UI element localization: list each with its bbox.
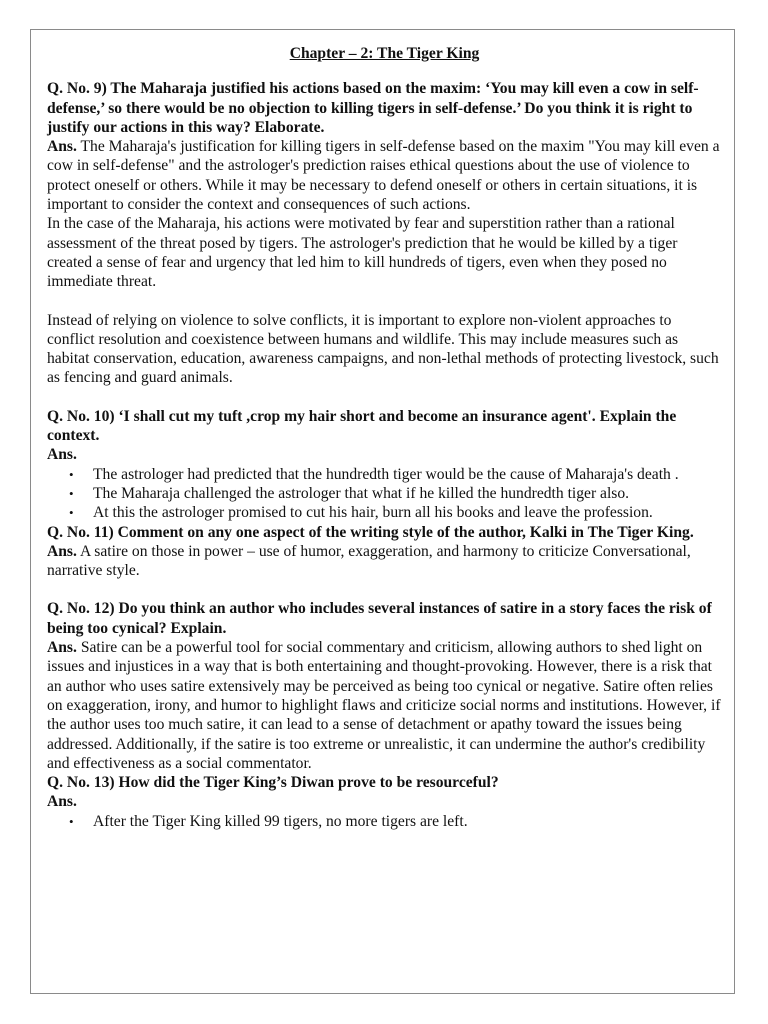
document-page bbox=[30, 29, 735, 994]
list-item: • At this the astrologer promised to cut his hair, burn all his books and leave the profession. bbox=[93, 503, 722, 522]
ans-label: Ans. bbox=[47, 138, 77, 156]
answer-12 bbox=[47, 638, 722, 773]
ans-label: Ans. bbox=[47, 639, 77, 657]
ans-label: Ans. bbox=[47, 542, 77, 560]
answer-9-p1-text: The Maharaja's justification for killing tigers in self-defense based on the maxim "You may kill even a cow in self-defense" and the astrologer's prediction raises ethical questions about the use of violence to protect oneself or others. While it may be necessary to defend oneself or others in certain situations, it is important to consider the context and consequences of such actions. bbox=[47, 138, 720, 214]
question-13: Q. No. 13) How did the Tiger King’s Diwan prove to be resourceful? bbox=[47, 774, 499, 792]
document-content bbox=[47, 44, 722, 831]
question-12: Q. No. 12) Do you think an author who includes several instances of satire in a story faces the risk of being too cynical? Explain. bbox=[47, 600, 712, 637]
answer-9-p1 bbox=[47, 137, 722, 214]
list-item: • The Maharaja challenged the astrologer that what if he killed the hundredth tiger also. bbox=[93, 484, 722, 503]
answer-10-list bbox=[47, 465, 722, 523]
spacer bbox=[47, 580, 722, 599]
answer-11-text: A satire on those in power – use of humor, exaggeration, and harmony to criticize Conversational, narrative style. bbox=[47, 542, 691, 580]
spacer bbox=[47, 388, 722, 407]
answer-9-p2: In the case of the Maharaja, his actions were motivated by fear and superstition rather than a rational assessment of the threat posed by tigers. The astrologer's prediction that he would be killed by a tiger created a sense of fear and urgency that led him to kill hundreds of tigers, even when they posed no immediate threat. bbox=[47, 215, 678, 291]
answer-11 bbox=[47, 542, 722, 581]
answer-13-list bbox=[47, 812, 722, 831]
answer-12-text: Satire can be a powerful tool for social commentary and criticism, allowing authors to shed light on issues and injustices in a way that is both entertaining and thought-provoking. However, there is a risk that an author who uses satire extensively may be perceived as being too cynical or negative. Satire often relies on exaggeration, irony, and humor to highlight flaws and criticize social norms and institutions. However, if the author uses too much satire, it can lead to a sense of detachment or apathy toward the issues being addressed. Additionally, if the satire is too extreme or unrealistic, it can undermine the author's credibility and effectiveness as a social commentator. bbox=[47, 639, 721, 772]
question-10: Q. No. 10) ‘I shall cut my tuft ,crop my hair short and become an insurance agent'. Explain the context. bbox=[47, 407, 677, 445]
question-11: Q. No. 11) Comment on any one aspect of the writing style of the author, Kalki in The Tiger King. bbox=[47, 523, 694, 541]
list-item: • The astrologer had predicted that the hundredth tiger would be the cause of Maharaja's death . bbox=[93, 465, 722, 484]
chapter-title: Chapter – 2: The Tiger King bbox=[289, 45, 480, 62]
ans-label: Ans. bbox=[47, 446, 77, 464]
answer-9-p3: Instead of relying on violence to solve conflicts, it is important to explore non-violent approaches to conflict resolution and coexistence between humans and wildlife. This may include measures such as habitat conservation, education, awareness campaigns, and non-lethal methods of protecting livestock, such as fencing and guard animals. bbox=[47, 311, 719, 387]
question-9: Q. No. 9) The Maharaja justified his actions based on the maxim: ‘You may kill even a cow in self-defense,’ so there would be no objection to killing tigers in self-defense.’ Do you think it is right to justify our actions in this way? Elaborate. bbox=[47, 80, 699, 136]
list-item: • After the Tiger King killed 99 tigers, no more tigers are left. bbox=[93, 812, 722, 831]
ans-label: Ans. bbox=[47, 793, 77, 811]
spacer bbox=[47, 292, 722, 311]
